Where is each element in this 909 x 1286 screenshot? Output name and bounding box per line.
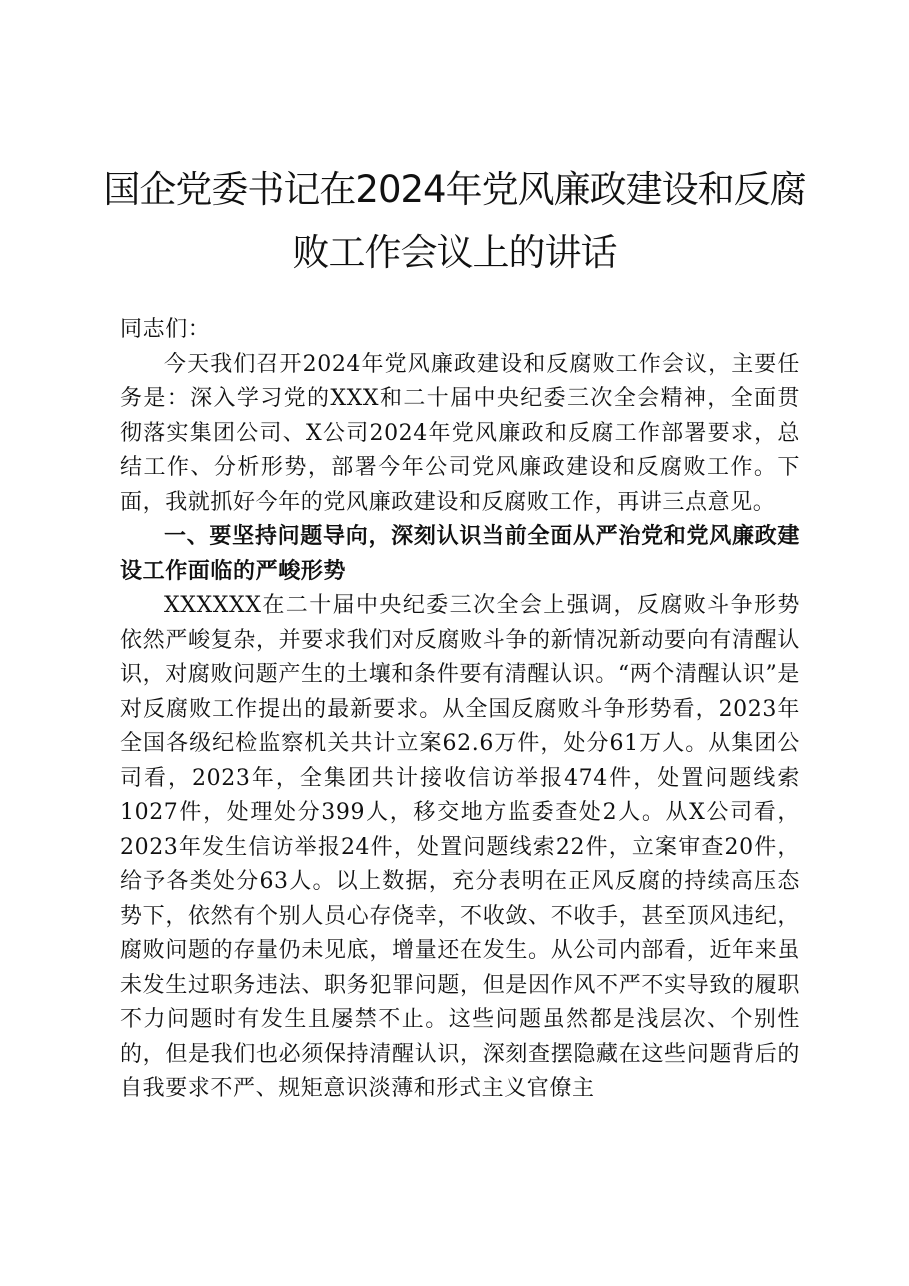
title-line-1: 国企党委书记在2024年党风廉政建设和反腐 (103, 168, 806, 211)
paragraph-intro: 今天我们召开2024年党风廉政建设和反腐败工作会议，主要任务是：深入学习党的XXX和二十届中央纪委三次全会精神，全面贯彻落实集团公司、X公司2024年党风廉政和反腐工作部署要求，总结工作、分析形势，部署今年公司党风廉政建设和反腐败工作。下面，我就抓好今年的党风廉政建设和反腐败工作，再讲三点意见。 (120, 351, 800, 515)
document-body (120, 313, 800, 1107)
section-heading-1: 一、要坚持问题导向，深刻认识当前全面从严治党和党风廉政建设工作面临的严峻形势 (120, 524, 800, 584)
document-title (100, 158, 809, 284)
salutation: 同志们： (120, 317, 211, 342)
paragraph-situation: XXXXXX在二十届中央纪委三次全会上强调，反腐败斗争形势依然严峻复杂，并要求我们对反腐败斗争的新情况新动要向有清醒认识，对腐败问题产生的土壤和条件要有清醒认识。“两个清醒认识”是对反腐败工作提出的最新要求。从全国反腐败斗争形势看，2023年全国各级纪检监察机关共计立案62.6万件，处分61万人。从集团公司看，2023年，全集团共计接收信访举报474件，处置问题线索1027件，处理处分399人，移交地方监委查处2人。从X公司看，2023年发生信访举报24件，处置问题线索22件，立案审查20件，给予各类处分63人。以上数据，充分表明在正风反腐的持续高压态势下，依然有个别人员心存侥幸，不收敛、不收手，甚至顶风违纪，腐败问题的存量仍未见底，增量还在发生。从公司内部看，近年来虽未发生过职务违法、职务犯罪问题，但是因作风不严不实导致的履职不力问题时有发生且屡禁不止。这些问题虽然都是浅层次、个别性的，但是我们也必须保持清醒认识，深刻查摆隐藏在这些问题背后的自我要求不严、规矩意识淡薄和形式主义官僚主 (120, 593, 800, 1101)
title-line-2: 败工作会议上的讲话 (292, 231, 617, 274)
